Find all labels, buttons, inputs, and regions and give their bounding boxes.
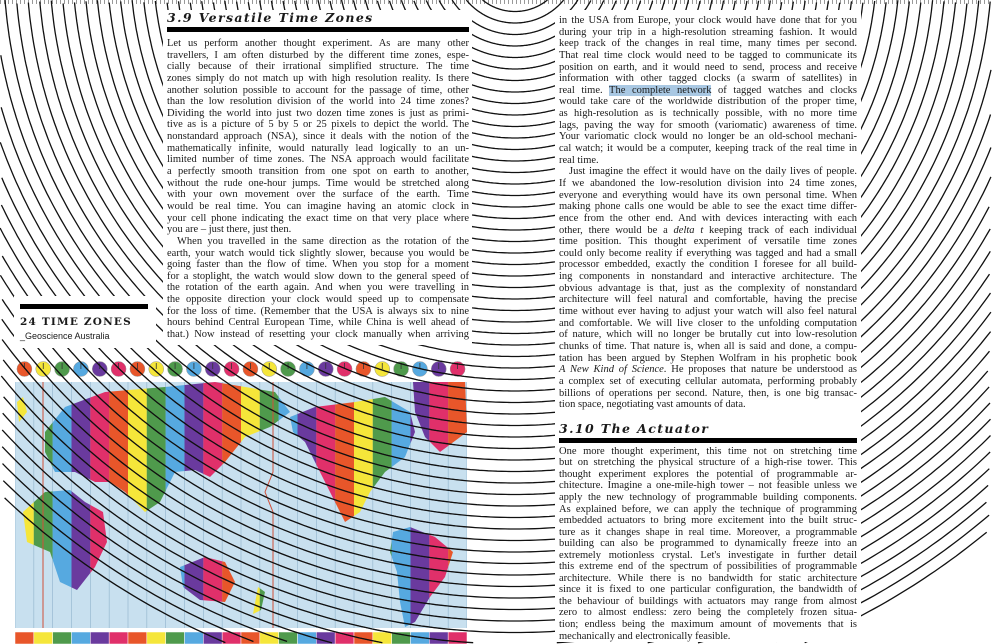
text-line: Dividing the world into just two dozen time zones is just as primi- xyxy=(167,107,469,119)
text-line: As explained before, we can apply the technique of programming xyxy=(559,503,857,515)
text-line: your cell phone indicating the exact time on that very place where xyxy=(167,212,469,224)
text-line: hours behind Central European Time, while China is well ahead of xyxy=(167,317,469,329)
text-line: Just imagine the effect it would have on the daily lives of people. xyxy=(569,166,857,178)
text-line: real time. xyxy=(559,154,599,166)
text-segment: . He proposes that nature be understood as xyxy=(663,364,857,376)
text-line: When you travelled in the same direction as the rotation of the xyxy=(177,235,469,247)
section-rule xyxy=(167,27,469,32)
text-line: and comfortable. We will live closer to the unfolding computation xyxy=(559,317,857,329)
text-line: for a stoplight, the watch would slow down to the general speed of xyxy=(167,270,469,282)
text-line: chitecture. Imagine a one-mile-high tower – not feasible unless we xyxy=(559,480,857,492)
text-line: tion space, negotiating vast amounts of data. xyxy=(559,399,746,411)
text-line: since it is fixed to one particular configuration, the bandwidth of xyxy=(559,584,857,596)
text-line: for the loss of time. (Remember that the USA is always six to nine xyxy=(167,305,469,317)
text-line: zones simply do not match up with high resolution reality. Is there xyxy=(167,72,469,84)
text-line: nonstandard approach (NSA), since it deals with the notion of the xyxy=(167,131,469,143)
section-body xyxy=(167,38,469,341)
text-line xyxy=(559,364,857,376)
caption-credit: _Geoscience Australia xyxy=(20,331,110,341)
text-line xyxy=(559,85,857,97)
text-line: would take care of the worldwide distribution of the proper time, xyxy=(559,96,857,108)
section-title-3-9: 3.9 Versatile Time Zones xyxy=(167,10,374,25)
text-line: but on stretching the physical structure of a high-rise tower. This xyxy=(559,457,857,469)
text-line: ture as it changes shape in real time. Moreover, a programmable xyxy=(559,526,857,538)
text-line: you are – just there, just then. xyxy=(167,224,292,236)
text-line: in the USA from Europe, your clock would have done that for you xyxy=(559,15,857,26)
text-line: architecture. While there is no bandwidth for static architecture xyxy=(559,572,857,584)
text-line: cal watch; it would be a computer, keeping track of the real time in xyxy=(559,143,857,155)
text-line: of nature, which will no longer be brutally cut into low-resolution xyxy=(559,329,857,341)
section-body-continued xyxy=(559,15,857,411)
text-segment: real time. xyxy=(559,84,610,96)
text-line: cially because of their irrational simplified structure. The time xyxy=(167,61,469,73)
text-line: One more thought experiment, this time not on stretching time xyxy=(559,445,857,457)
text-line: without the rude one-hour jumps. Time would be stretched along xyxy=(167,177,469,189)
section-body-3-10 xyxy=(559,446,857,642)
section-title-3-10: 3.10 The Actuator xyxy=(559,420,710,436)
caption-title: 24 TIME ZONES xyxy=(20,316,132,328)
text-line: with your own movement over the surface of the earth. Time xyxy=(167,189,469,201)
text-line: extremely motionless crystal. Let's investigate in further detail xyxy=(559,549,857,561)
text-line: the rotation of the earth again. And when you were travelling in xyxy=(167,282,469,294)
text-line: architecture will feel natural and comfortable, having the precise xyxy=(559,294,857,306)
text-line: going faster than the flow of time. When you stop for a moment xyxy=(167,259,469,271)
text-line: apply the new technology of programmable building components. xyxy=(559,491,857,503)
text-segment: of tagged watches and clocks xyxy=(711,84,857,96)
section-spacer xyxy=(559,411,857,421)
text-line: the behaviour of buildings with actuators may range from almost xyxy=(559,595,857,607)
text-line: building can also be programmed to dynamically freeze into an xyxy=(559,538,857,550)
text-line: mechanically and electronically feasible. xyxy=(559,630,731,642)
text-line: chunks of time. That nature is, when all is said and done, a compu- xyxy=(559,340,857,352)
text-line: making phone calls one would be able to see the exact time differ- xyxy=(559,201,857,213)
text-line: information with other tagged clocks (a swarm of satellites) in xyxy=(559,73,857,85)
arc-line xyxy=(483,0,548,12)
text-line: lags, paving the way for smooth (variomatic) awareness of time. xyxy=(559,119,857,131)
text-line: could only become reality if everything was tagged and had a small xyxy=(559,247,857,259)
text-line: this extreme end of the spectrum of possibilities of programmable xyxy=(559,561,857,573)
text-line: a complex set of executing cellular automata, performing probably xyxy=(559,375,857,387)
text-line: zero to almost endless: zero being the completely frozen situa- xyxy=(559,607,857,619)
caption-rule xyxy=(20,304,148,309)
text-line: processor embedded, exactly the condition I foresee for all build- xyxy=(559,259,857,271)
text-line: mathematically infinite, would naturally lead logically to an un- xyxy=(167,142,469,154)
text-line: than the low resolution division of the world into 24 time zones? xyxy=(167,96,469,108)
text-line: tation has been argued by Stephen Wolfram in his prophetic book xyxy=(559,352,857,364)
text-line: time position. This thought experiment of versatile time zones xyxy=(559,236,857,248)
text-segment: other, there would be a xyxy=(559,224,674,236)
text-line: that.) Now instead of resetting your clock manually when arriving xyxy=(167,329,469,341)
text-line: during your trip in a high-resolution streaming fashion. It would xyxy=(559,26,857,38)
right-text-column xyxy=(555,10,861,642)
text-line: ence from the other end. And with devices interacting with each xyxy=(559,212,857,224)
text-line: another solution possible to account for the passage of time, other xyxy=(167,84,469,96)
text-line: keep track of the changes in real time, many times per second. xyxy=(559,38,857,50)
section-rule xyxy=(559,438,857,443)
text-line: tive as is a picture of 5 by 5 or 25 pixels to depict the world. The xyxy=(167,119,469,131)
text-line: tion; endless being the maximum amount of movements that is xyxy=(559,618,857,630)
text-line: If we abandoned the low-resolution division into 24 time zones, xyxy=(559,177,857,189)
text-line: That real time clock would need to be tagged to communicate its xyxy=(559,49,857,61)
text-line: as high-resolution as is technically possible, with no more time xyxy=(559,108,857,120)
italic-text: delta t xyxy=(673,224,704,236)
text-line: obvious advantage is that, just as the complexity of nonstandard xyxy=(559,282,857,294)
text-line xyxy=(559,225,857,237)
text-line: would be real time. You can imagine having an atomic clock in xyxy=(167,200,469,212)
text-segment: keeping track of each individual xyxy=(703,224,858,236)
text-line: thought experiment explores the potential of programmable ar- xyxy=(559,468,857,480)
text-line: travellers, I am often disturbed by the different time zones, espe- xyxy=(167,49,469,61)
text-line: a perfectly smooth transition from one spot on earth to another, xyxy=(167,166,469,178)
text-line: time without ever having to adjust your watch will also feel natural xyxy=(559,306,857,318)
highlighted-text-selection: The complete network xyxy=(609,84,712,96)
text-line: Your variomatic clock would no longer be an old-school mechani- xyxy=(559,131,857,143)
italic-text: A New Kind of Science xyxy=(559,364,664,376)
text-line: position on earth, and it would need to send, process and receive xyxy=(559,61,857,73)
text-line: Let us perform another thought experiment. As are many other xyxy=(167,38,469,49)
text-line: everyone and everything would have its own personal time. When xyxy=(559,189,857,201)
text-line: limited number of time zones. The NSA approach would facilitate xyxy=(167,154,469,166)
text-line: earth, your watch would tick slightly slower, because you would be xyxy=(167,247,469,259)
left-text-column xyxy=(163,10,472,345)
text-line: billions of operations per second. Nature, then, is one big transac- xyxy=(559,387,857,399)
text-line: the opposite direction your clock would speed up to compensate xyxy=(167,294,469,306)
figure-caption xyxy=(14,296,156,348)
text-line: ing components in nonstandard and interactive architecture. The xyxy=(559,271,857,283)
text-line: embedded actuators to bring more excitement into the built struc- xyxy=(559,515,857,527)
